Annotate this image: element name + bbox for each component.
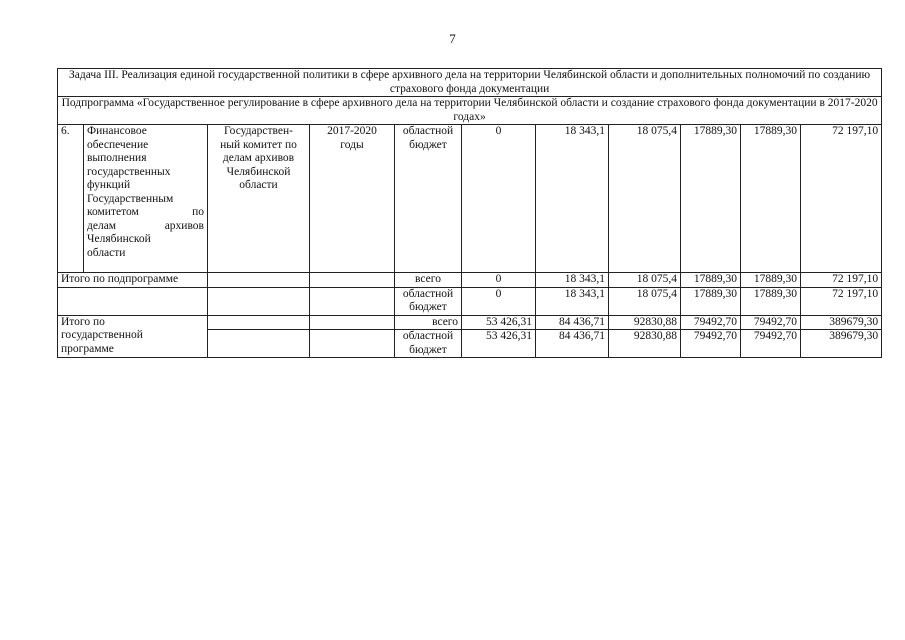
row-source: всего bbox=[395, 315, 462, 330]
row-executor-line: ный комитет по bbox=[220, 138, 297, 151]
empty-cell bbox=[208, 315, 310, 330]
row-source: всего bbox=[395, 273, 462, 288]
row-name-line: функций bbox=[87, 179, 131, 191]
row-executor-line: Государствен- bbox=[224, 125, 293, 137]
row-name-line: Челябинской bbox=[87, 233, 151, 245]
value-cell: 79492,70 bbox=[681, 330, 741, 358]
row-source-line: бюджет bbox=[409, 138, 447, 151]
task-row bbox=[58, 69, 882, 97]
row-source bbox=[395, 287, 462, 315]
subprogram-title: Подпрограмма «Государственное регулирование в сфере архивного дела на территории Челябинской области и создание страхового фонда документации в 2017-2020 годах» bbox=[58, 97, 882, 125]
value-cell: 18 075,4 bbox=[609, 287, 681, 315]
total-label bbox=[58, 315, 208, 358]
value-cell: 79492,70 bbox=[741, 330, 801, 358]
budget-table bbox=[57, 68, 882, 358]
value-cell: 18 075,4 bbox=[609, 273, 681, 288]
row-name-line: обеспечение bbox=[87, 138, 149, 151]
value-cell: 79492,70 bbox=[681, 315, 741, 330]
row-executor-line: Челябинской bbox=[226, 165, 291, 178]
row-source-line: областной bbox=[402, 330, 454, 342]
total-row bbox=[58, 315, 882, 330]
row-period bbox=[310, 125, 395, 273]
page-number: 7 bbox=[449, 31, 456, 46]
empty-cell bbox=[310, 315, 395, 330]
row-source-line: областной bbox=[402, 287, 454, 300]
empty-cell bbox=[208, 330, 310, 358]
value-cell: 84 436,71 bbox=[536, 330, 609, 358]
value-cell: 72 197,10 bbox=[801, 287, 882, 315]
row-source-line: бюджет bbox=[409, 301, 447, 313]
subtotal-row bbox=[58, 273, 882, 288]
value-cell: 53 426,31 bbox=[462, 315, 536, 330]
row-name-line: делам архивов bbox=[87, 219, 204, 232]
value-cell: 84 436,71 bbox=[536, 315, 609, 330]
row-number: 6. bbox=[58, 125, 84, 273]
row-source-line: областной bbox=[402, 125, 454, 137]
value-cell: 17889,30 bbox=[681, 125, 741, 273]
row-name bbox=[84, 125, 208, 273]
row-executor bbox=[208, 125, 310, 273]
row-name-line: области bbox=[87, 246, 126, 259]
row-name-line: государственных bbox=[87, 165, 171, 178]
value-cell: 17889,30 bbox=[741, 125, 801, 273]
value-cell: 53 426,31 bbox=[462, 330, 536, 358]
empty-cell bbox=[310, 273, 395, 288]
value-cell: 389679,30 bbox=[801, 330, 882, 358]
row-source bbox=[395, 330, 462, 358]
row-executor-line: области bbox=[239, 179, 278, 191]
value-cell: 92830,88 bbox=[609, 330, 681, 358]
empty-cell bbox=[310, 330, 395, 358]
subtotal-row bbox=[58, 287, 882, 315]
row-period-line: 2017-2020 bbox=[327, 125, 377, 137]
value-cell: 72 197,10 bbox=[801, 125, 882, 273]
value-cell: 18 343,1 bbox=[536, 287, 609, 315]
value-cell: 18 343,1 bbox=[536, 125, 609, 273]
total-label-line: Итого по bbox=[61, 315, 105, 328]
value-cell: 92830,88 bbox=[609, 315, 681, 330]
row-name-line: Государственным bbox=[87, 192, 174, 205]
subtotal-label: Итого по подпрограмме bbox=[58, 273, 208, 288]
value-cell: 0 bbox=[462, 287, 536, 315]
row-name-line: комитетом по bbox=[87, 206, 204, 218]
value-cell: 18 343,1 bbox=[536, 273, 609, 288]
row-period-line: годы bbox=[340, 138, 364, 151]
value-cell: 72 197,10 bbox=[801, 273, 882, 288]
empty-cell bbox=[310, 287, 395, 315]
total-label-line: государственной bbox=[61, 329, 143, 341]
row-executor-line: делам архивов bbox=[222, 152, 295, 164]
value-cell: 389679,30 bbox=[801, 315, 882, 330]
total-label-line: программе bbox=[61, 342, 114, 355]
task-title: Задача III. Реализация единой государственной политики в сфере архивного дела на территории Челябинской области и дополнительных полномочий по созданию страхового фонда документации bbox=[58, 69, 882, 97]
row-name-line: Финансовое bbox=[87, 125, 147, 137]
value-cell: 17889,30 bbox=[681, 287, 741, 315]
value-cell: 0 bbox=[462, 273, 536, 288]
value-cell: 79492,70 bbox=[741, 315, 801, 330]
table-row bbox=[58, 125, 882, 273]
subprogram-row bbox=[58, 97, 882, 125]
value-cell: 0 bbox=[462, 125, 536, 273]
row-source bbox=[395, 125, 462, 273]
value-cell: 18 075,4 bbox=[609, 125, 681, 273]
row-name-line: выполнения bbox=[87, 152, 147, 164]
value-cell: 17889,30 bbox=[741, 287, 801, 315]
row-source-line: бюджет bbox=[409, 343, 447, 356]
empty-cell bbox=[208, 273, 310, 288]
empty-cell bbox=[58, 287, 208, 315]
value-cell: 17889,30 bbox=[681, 273, 741, 288]
value-cell: 17889,30 bbox=[741, 273, 801, 288]
empty-cell bbox=[208, 287, 310, 315]
